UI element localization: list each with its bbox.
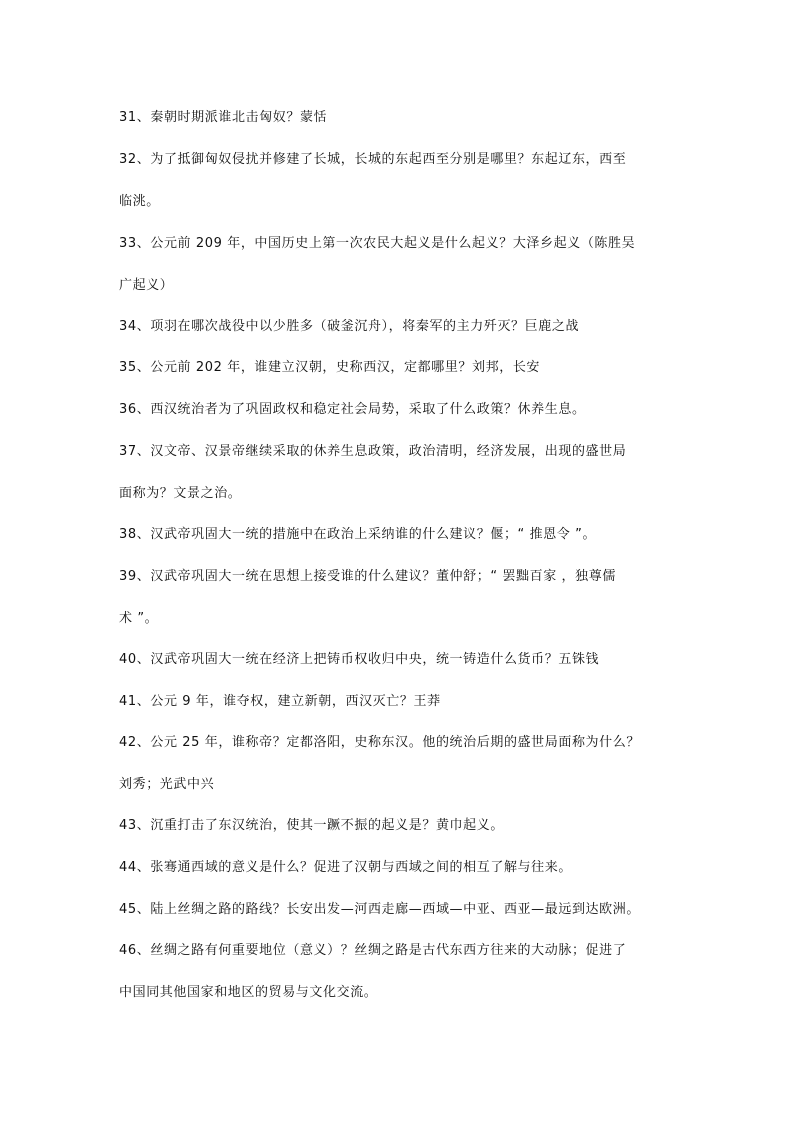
- text-line-q35: 35、公元前 202 年，谁建立汉朝，史称西汉，定都哪里？刘邦，长安: [119, 360, 541, 375]
- text-line-q33-cont: 广起义）: [119, 278, 174, 293]
- text-line-q37-cont: 面称为？文景之治。: [119, 486, 242, 501]
- text-line-q46: 46、丝绸之路有何重要地位（意义）？丝绸之路是古代东西方往来的大动脉；促进了: [119, 943, 627, 958]
- text-line-q42: 42、公元 25 年，谁称帝？定都洛阳，史称东汉。他的统治后期的盛世局面称为什么？: [119, 735, 640, 750]
- text-line-q40: 40、汉武帝巩固大一统在经济上把铸币权收归中央，统一铸造什么货币？五铢钱: [119, 652, 600, 667]
- text-line-q39: 39、汉武帝巩固大一统在思想上接受谁的什么建议？董仲舒；“ 罢黜百家 ，独尊儒: [119, 569, 616, 584]
- text-line-q41: 41、公元 9 年，谁夺权，建立新朝，西汉灭亡？王莽: [119, 694, 441, 709]
- text-line-q37: 37、汉文帝、汉景帝继续采取的休养生息政策，政治清明，经济发展，出现的盛世局: [119, 444, 627, 459]
- text-line-q45: 45、陆上丝绸之路的路线？长安出发—河西走廊—西域—中亚、西亚—最远到达欧洲。: [119, 902, 640, 917]
- text-line-q32: 32、为了抵御匈奴侵扰并修建了长城，长城的东起西至分别是哪里？东起辽东，西至: [119, 152, 627, 167]
- text-line-q31: 31、秦朝时期派谁北击匈奴？蒙恬: [119, 110, 328, 125]
- text-line-q36: 36、西汉统治者为了巩固政权和稳定社会局势，采取了什么政策？休养生息。: [119, 402, 586, 417]
- text-line-q42-cont: 刘秀；光武中兴: [119, 777, 215, 792]
- text-line-q34: 34、项羽在哪次战役中以少胜多（破釜沉舟），将秦军的主力歼灭？巨鹿之战: [119, 319, 580, 334]
- text-line-q39-cont: 术 ”。: [119, 611, 159, 626]
- text-line-q44: 44、张骞通西域的意义是什么？促进了汉朝与西域之间的相互了解与往来。: [119, 860, 572, 875]
- text-line-q46-cont: 中国同其他国家和地区的贸易与文化交流。: [119, 985, 378, 1000]
- text-line-q32-cont: 临洮。: [119, 194, 160, 209]
- text-line-q38: 38、汉武帝巩固大一统的措施中在政治上采纳谁的什么建议？偃；“ 推恩令 ”。: [119, 527, 597, 542]
- text-line-q33: 33、公元前 209 年，中国历史上第一次农民大起义是什么起义？大泽乡起义（陈胜吴: [119, 236, 636, 251]
- text-line-q43: 43、沉重打击了东汉统治，使其一蹶不振的起义是？黄巾起义。: [119, 818, 504, 833]
